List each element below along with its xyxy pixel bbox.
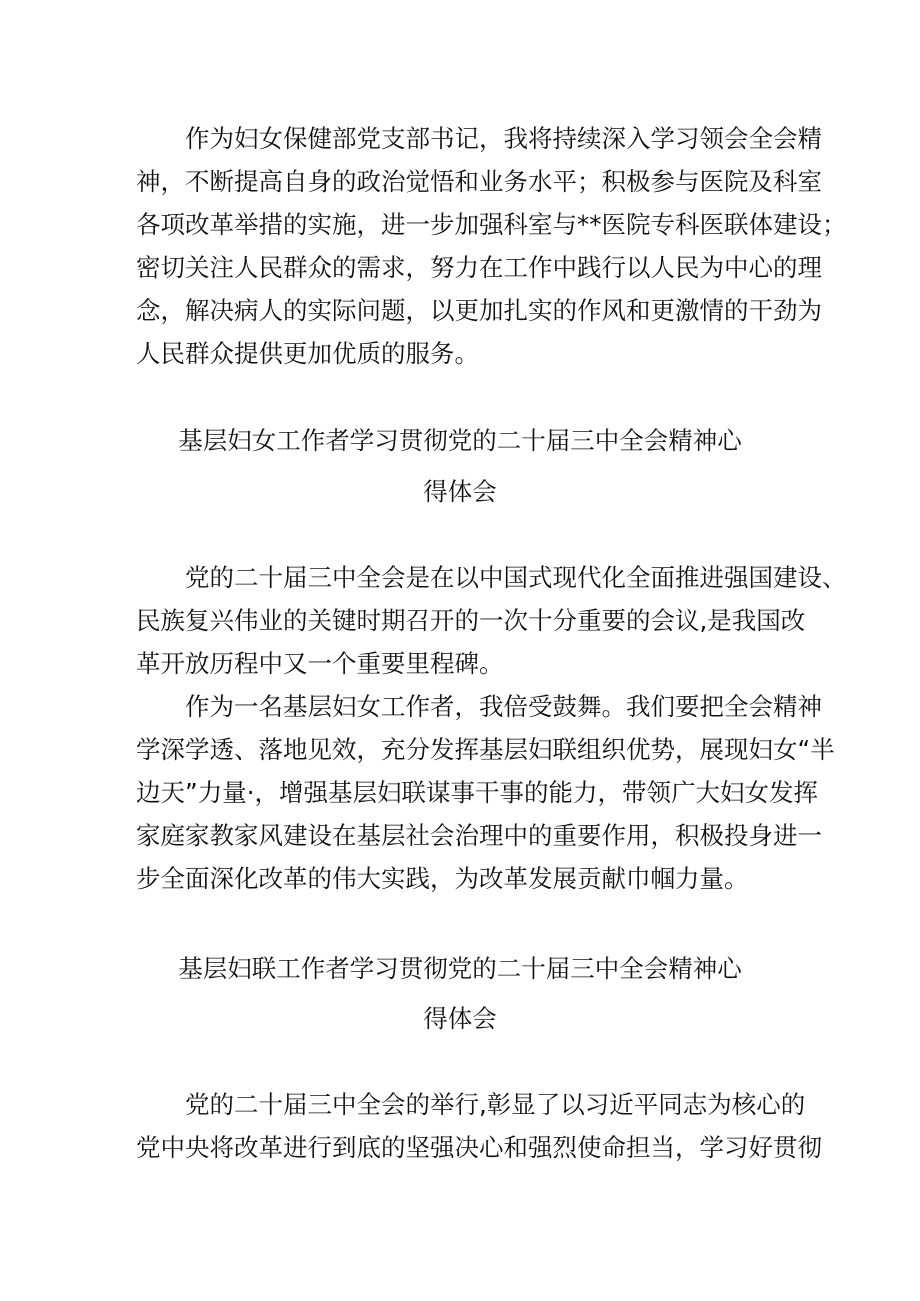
s3-title-line-1: 基层妇联工作者学习贯彻党的二十届三中全会精神心 bbox=[178, 954, 742, 983]
s2-p1-line-3: 革开放历程中又一个重要里程碑。 bbox=[136, 649, 504, 678]
s2-p2-line-2: 学深学透、落地见效，充分发挥基层妇联组织优势，展现妇女“半 bbox=[136, 735, 835, 764]
s2-p2-line-1: 作为一名基层妇女工作者，我倍受鼓舞。我们要把全会精神 bbox=[185, 692, 822, 721]
s1-line-6: 人民群众提供更加优质的服务。 bbox=[136, 339, 479, 368]
s2-p1-line-1: 党的二十届三中全会是在以中国式现代化全面推进强国建设、 bbox=[185, 563, 847, 592]
s2-p2-line-5: 步全面深化改革的伟大实践，为改革发展贡献巾帼力量。 bbox=[136, 864, 749, 893]
s2-p2-line-4: 家庭家教家风建设在基层社会治理中的重要作用，积极投身进一 bbox=[136, 821, 822, 850]
s2-p2-line-3: 边天”力量·，增强基层妇联谋事干事的能力，带领广大妇女发挥 bbox=[136, 778, 818, 807]
s3-p1-line-1: 党的二十届三中全会的举行,彰显了以习近平同志为核心的 bbox=[185, 1090, 806, 1119]
s2-title-line-1: 基层妇女工作者学习贯彻党的二十届三中全会精神心 bbox=[178, 426, 742, 455]
s2-p1-line-2: 民族复兴伟业的关键时期召开的一次十分重要的会议,是我国改 bbox=[136, 606, 806, 635]
s1-line-4: 密切关注人民群众的需求，努力在工作中践行以人民为中心的理 bbox=[136, 253, 822, 282]
s1-line-1: 作为妇女保健部党支部书记，我将持续深入学习领会全会精 bbox=[185, 124, 822, 153]
s2-title-line-2: 得体会 bbox=[423, 477, 497, 506]
s3-p1-line-2: 党中央将改革进行到底的坚强决心和强烈使命担当，学习好贯彻 bbox=[136, 1133, 822, 1162]
s1-line-3: 各项改革举措的实施，进一步加强科室与**医院专科医联体建设； bbox=[136, 210, 847, 239]
s1-line-2: 神，不断提高自身的政治觉悟和业务水平；积极参与医院及科室 bbox=[136, 167, 822, 196]
s1-line-5: 念，解决病人的实际问题，以更加扎实的作风和更激情的干劲为 bbox=[136, 296, 822, 325]
s3-title-line-2: 得体会 bbox=[423, 1004, 497, 1033]
